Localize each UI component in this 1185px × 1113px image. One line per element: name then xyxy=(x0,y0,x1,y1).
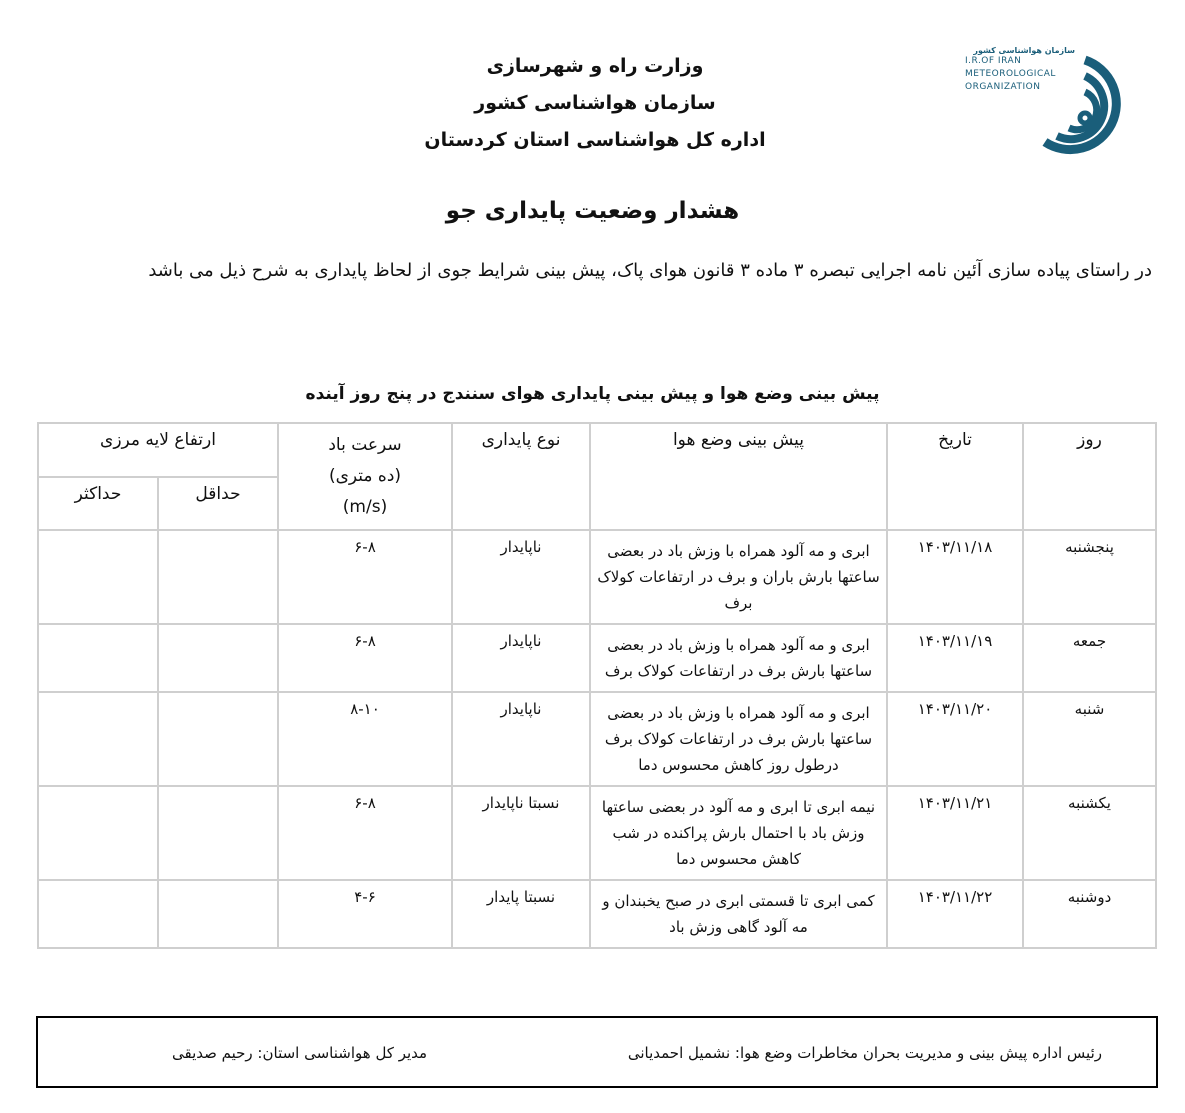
header-max: حداکثر xyxy=(38,477,158,531)
logo-english-line-3: ORGANIZATION xyxy=(965,82,1041,92)
cell-stability: نسبتا ناپایدار xyxy=(452,786,590,880)
table-row xyxy=(38,786,1156,880)
cell-weather: ابری و مه آلود همراه با وزش باد در بعضی ساعتها بارش باران و برف در ارتفاعات کولاک برف xyxy=(590,530,887,624)
cell-stability: ناپایدار xyxy=(452,624,590,692)
cell-max xyxy=(38,880,158,948)
table-row xyxy=(38,530,1156,624)
signature-box xyxy=(36,1016,1158,1088)
cell-day: دوشنبه xyxy=(1023,880,1156,948)
header-date: تاریخ xyxy=(887,423,1023,530)
letterhead xyxy=(0,40,1185,170)
table-header-row xyxy=(38,423,1156,477)
cell-max xyxy=(38,786,158,880)
cell-wind: ۶-۸ xyxy=(278,530,452,624)
cell-stability: ناپایدار xyxy=(452,692,590,786)
cell-min xyxy=(158,624,278,692)
table-caption: پیش بینی وضع هوا و پیش بینی پایداری هوای سنندج در پنج روز آینده xyxy=(305,384,880,404)
cell-stability: ناپایدار xyxy=(452,530,590,624)
header-weather: پیش بینی وضع هوا xyxy=(590,423,887,530)
cell-wind: ۸-۱۰ xyxy=(278,692,452,786)
cell-day: شنبه xyxy=(1023,692,1156,786)
spiral-emblem-icon xyxy=(1031,52,1129,172)
header-min: حداقل xyxy=(158,477,278,531)
cell-date: ۱۴۰۳/۱۱/۲۲ xyxy=(887,880,1023,948)
organization-name: سازمان هواشناسی کشور xyxy=(474,92,716,114)
cell-weather: نیمه ابری تا ابری و مه آلود در بعضی ساعتها وزش باد با احتمال بارش پراکنده در شب کاهش محسوس دما xyxy=(590,786,887,880)
logo-english-line-1: I.R.OF IRAN xyxy=(965,56,1022,66)
table-row xyxy=(38,880,1156,948)
cell-day: پنجشنبه xyxy=(1023,530,1156,624)
header-wind-line-3: (m/s) xyxy=(342,497,388,517)
cell-max xyxy=(38,692,158,786)
logo-persian-text: سازمان هواشناسی کشور xyxy=(973,46,1075,55)
cell-date: ۱۴۰۳/۱۱/۱۹ xyxy=(887,624,1023,692)
header-boundary-layer: ارتفاع لایه مرزی xyxy=(38,423,278,477)
logo-english-line-2: METEOROLOGICAL xyxy=(965,69,1056,79)
cell-wind: ۶-۸ xyxy=(278,624,452,692)
cell-weather: کمی ابری تا قسمتی ابری در صبح یخبندان و مه آلود گاهی وزش باد xyxy=(590,880,887,948)
cell-max xyxy=(38,624,158,692)
header-stability: نوع پایداری xyxy=(452,423,590,530)
forecast-table xyxy=(37,422,1157,949)
cell-min xyxy=(158,786,278,880)
meteorological-organization-logo xyxy=(965,46,1135,171)
header-wind-line-2: (ده متری) xyxy=(328,466,402,486)
cell-date: ۱۴۰۳/۱۱/۱۸ xyxy=(887,530,1023,624)
forecast-chief-signature: رئیس اداره پیش بینی و مدیریت بحران مخاطرات وضع هوا: نشمیل احمدیانی xyxy=(627,1044,1102,1062)
cell-weather: ابری و مه آلود همراه با وزش باد در بعضی ساعتها بارش برف در ارتفاعات کولاک برف xyxy=(590,624,887,692)
cell-day: یکشنبه xyxy=(1023,786,1156,880)
table-row xyxy=(38,624,1156,692)
cell-min xyxy=(158,880,278,948)
cell-max xyxy=(38,530,158,624)
cell-wind: ۴-۶ xyxy=(278,880,452,948)
cell-stability: نسبتا پایدار xyxy=(452,880,590,948)
cell-min xyxy=(158,692,278,786)
table-row xyxy=(38,692,1156,786)
cell-date: ۱۴۰۳/۱۱/۲۰ xyxy=(887,692,1023,786)
director-general-signature: مدیر کل هواشناسی استان: رحیم صدیقی xyxy=(172,1044,428,1062)
intro-paragraph: در راستای پیاده سازی آئین نامه اجرایی تبصره ۳ ماده ۳ قانون هوای پاک، پیش بینی شرایط جوی از لحاظ پایداری به شرح ذیل می باشد xyxy=(148,260,1152,281)
provincial-office-name: اداره کل هواشناسی استان کردستان xyxy=(424,129,766,151)
header-day: روز xyxy=(1023,423,1156,530)
header-wind-speed xyxy=(278,423,452,530)
cell-wind: ۶-۸ xyxy=(278,786,452,880)
cell-day: جمعه xyxy=(1023,624,1156,692)
header-wind-line-1: سرعت باد xyxy=(328,435,402,455)
organization-names xyxy=(370,48,820,159)
ministry-name: وزارت راه و شهرسازی xyxy=(486,55,704,77)
cell-date: ۱۴۰۳/۱۱/۲۱ xyxy=(887,786,1023,880)
page-title: هشدار وضعیت پایداری جو xyxy=(445,198,740,224)
cell-weather: ابری و مه آلود همراه با وزش باد در بعضی ساعتها بارش برف در ارتفاعات کولاک برف درطول روز کاهش محسوس دما xyxy=(590,692,887,786)
cell-min xyxy=(158,530,278,624)
